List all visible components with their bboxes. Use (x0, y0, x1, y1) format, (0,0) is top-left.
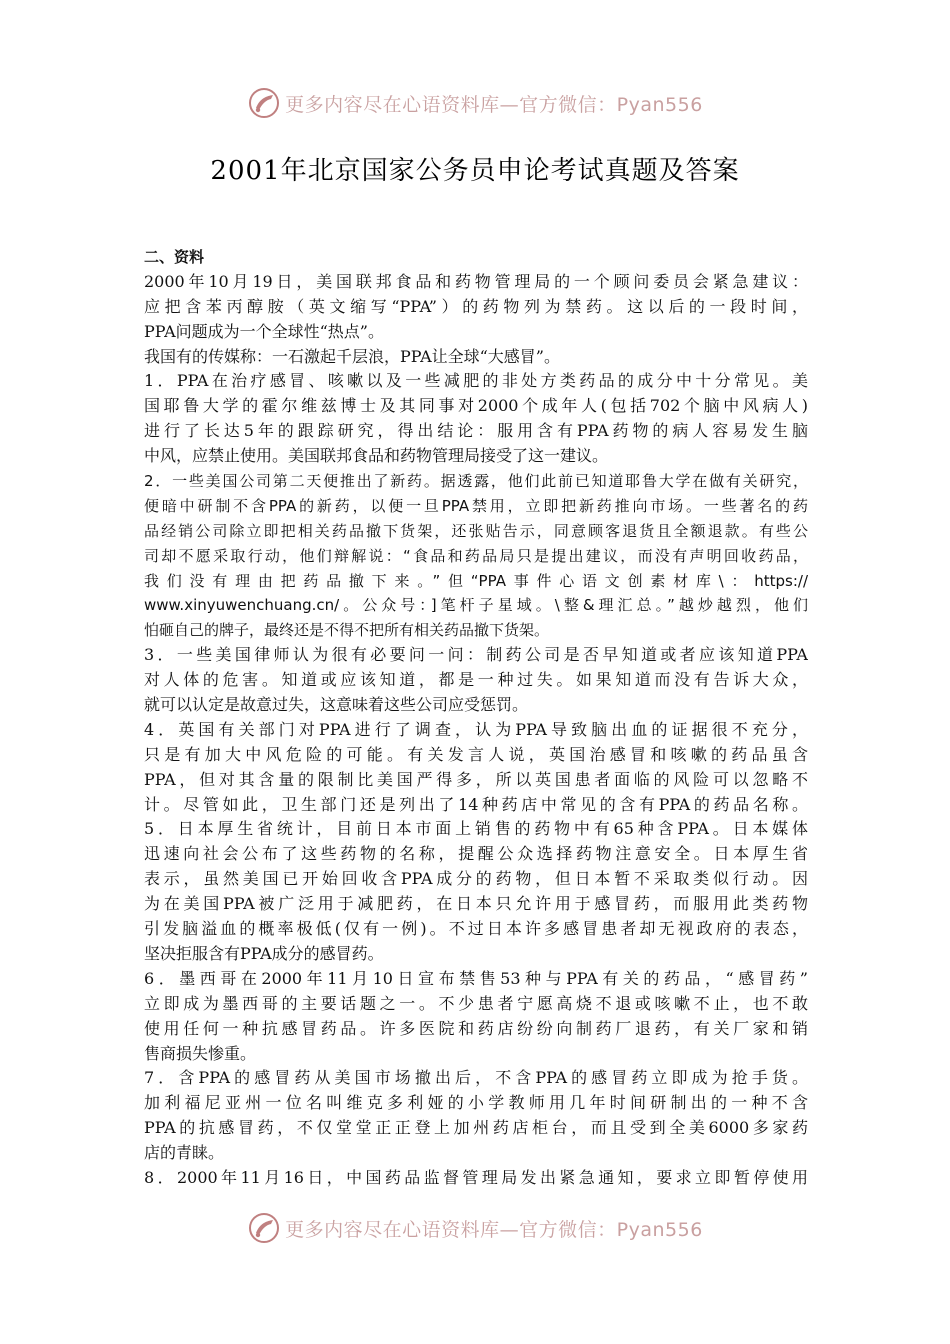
scroll-circle-icon (247, 1211, 281, 1245)
text-line: 怕砸自己的牌子，最终还是不得不把所有相关药品撤下货架。 (144, 621, 550, 640)
text-line: 5．日本厚生省统计，目前日本市面上销售的药物中有65种含PPA。日本媒体 (144, 819, 808, 839)
text-line: 店的青睐。 (144, 1143, 225, 1163)
text-line: 应把含苯丙醇胺（英文缩写“PPA”）的药物列为禁药。这以后的一段时间， (144, 296, 808, 316)
document-body (144, 245, 808, 1191)
text-line: 中风，应禁止使用。美国联邦食品和药物管理局接受了这一建议。 (144, 446, 609, 466)
text-line: 使用任何一种抗感冒药品。许多医院和药店纷纷向制药厂退药，有关厂家和销 (144, 1018, 808, 1038)
text-line: 品经销公司除立即把相关药品撤下货架，还张贴告示，同意顾客退货且全额退款。有些公 (144, 521, 808, 540)
text-line: 我国有的传媒称：一石激起千层浪，PPA让全球“大感冒”。 (144, 346, 560, 366)
text-line: 我们没有理由把药品撤下来。”但“PPA事件心语文创素材库\：https:// (144, 571, 808, 590)
text-line: 为在美国PPA被广泛用于减肥药，在日本只允许用于感冒药，而服用此类药物 (144, 894, 808, 914)
text-line: 进行了长达5年的跟踪研究，得出结论：服用含有PPA药物的病人容易发生脑 (144, 421, 808, 441)
scroll-circle-icon (247, 86, 281, 120)
text-line: 6．墨西哥在2000年11月10日宣布禁售53种与PPA有关的药品，“感冒药” (144, 968, 808, 988)
text-line: 加利福尼亚州一位名叫维克多利娅的小学教师用几年时间研制出的一种不含 (144, 1093, 808, 1113)
text-line: 就可以认定是故意过失，这意味着这些公司应受惩罚。 (144, 695, 529, 715)
watermark-text (285, 90, 703, 117)
watermark-text (285, 1215, 703, 1242)
text-line: 计。尽管如此，卫生部门还是列出了14种药店中常见的含有PPA的药品名称。 (144, 794, 808, 814)
text-line: 司却不愿采取行动，他们辩解说：“食品和药品局只是提出建议，而没有声明回收药品， (144, 546, 808, 565)
text-line: 立即成为墨西哥的主要话题之一。不少患者宁愿高烧不退或咳嗽不止，也不敢 (144, 993, 808, 1013)
text-line: 只是有加大中风危险的可能。有关发言人说，英国治感冒和咳嗽的药品虽含 (144, 744, 808, 764)
watermark-label: 更多内容尽在心语资料库—官方微信： (285, 93, 617, 116)
text-line: 售商损失惨重。 (144, 1043, 257, 1063)
watermark-handle: Pyan556 (616, 93, 703, 116)
text-line: 3．一些美国律师认为很有必要问一问：制药公司是否早知道或者应该知道PPA (144, 645, 808, 665)
watermark-handle: Pyan556 (616, 1218, 703, 1241)
watermark-banner-top (0, 83, 950, 123)
text-line: www.xinyuwenchuang.cn/。公众号：]笔杆子星域。\整&理汇总。”越炒越烈，他们 (144, 596, 808, 615)
watermark-banner-bottom (0, 1208, 950, 1248)
text-line: PPA的抗感冒药，不仅堂堂正正登上加州药店柜台，而且受到全美6000多家药 (144, 1118, 808, 1138)
text-line: 4．英国有关部门对PPA进行了调查，认为PPA导致脑出血的证据很不充分， (144, 719, 808, 739)
text-line: 8．2000年11月16日，中国药品监督管理局发出紧急通知，要求立即暂停使用 (144, 1167, 808, 1187)
text-line: 坚决拒服含有PPA成分的感冒药。 (144, 943, 384, 963)
text-line: 1．PPA在治疗感冒、咳嗽以及一些减肥的非处方类药品的成分中十分常见。美 (144, 371, 808, 391)
text-line: PPA，但对其含量的限制比美国严得多，所以英国患者面临的风险可以忽略不 (144, 769, 808, 789)
text-line: 表示，虽然美国已开始回收含PPA成分的药物，但日本暂不采取类似行动。因 (144, 869, 808, 889)
text-line: 2000年10月19日，美国联邦食品和药物管理局的一个顾问委员会紧急建议： (144, 271, 808, 291)
text-line: PPA问题成为一个全球性“热点”。 (144, 321, 384, 341)
text-line: 引发脑溢血的概率极低(仅有一例)。不过日本许多感冒患者却无视政府的表态， (144, 919, 808, 939)
page-title: 2001年北京国家公务员申论考试真题及答案 (210, 156, 740, 186)
text-line: 国耶鲁大学的霍尔维兹博士及其同事对2000个成年人(包括702个脑中风病人) (144, 396, 808, 416)
section-heading: 二、资料 (144, 248, 205, 266)
text-line: 7．含PPA的感冒药从美国市场撤出后，不含PPA的感冒药立即成为抢手货。 (144, 1068, 808, 1088)
text-line: 便暗中研制不含PPA的新药，以便一旦PPA禁用，立即把新药推向市场。一些著名的药 (144, 496, 808, 515)
watermark-label: 更多内容尽在心语资料库—官方微信： (285, 1218, 617, 1241)
text-line: 迅速向社会公布了这些药物的名称，提醒公众选择药物注意安全。日本厚生省 (144, 844, 808, 864)
text-line: 对人体的危害。知道或应该知道，都是一种过失。如果知道而没有告诉大众， (144, 670, 808, 690)
text-line: 2．一些美国公司第二天便推出了新药。据透露，他们此前已知道耶鲁大学在做有关研究， (144, 472, 808, 491)
